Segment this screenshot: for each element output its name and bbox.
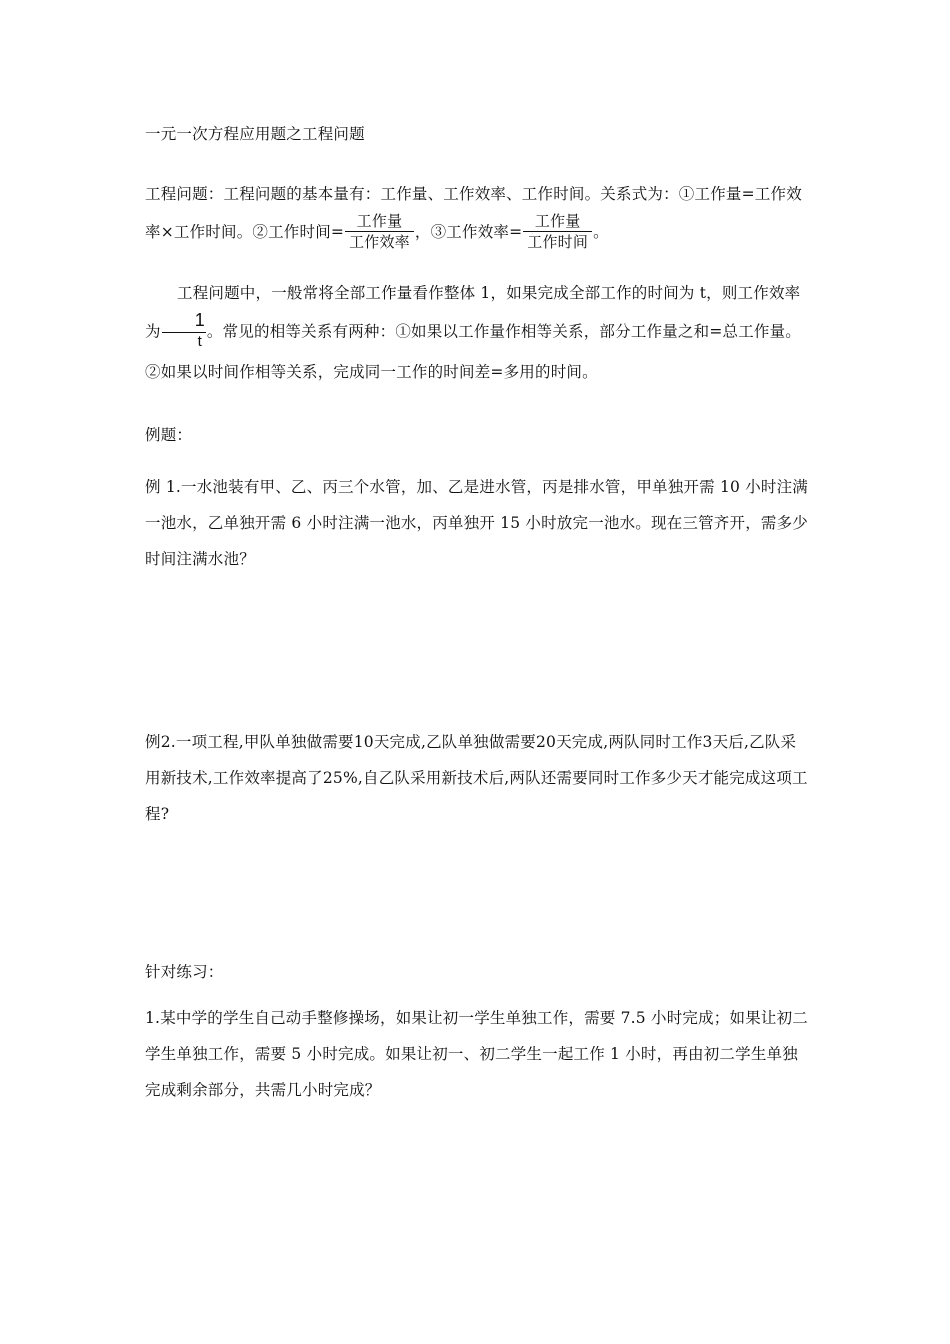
example-2: 例2.一项工程,甲队单独做需要10天完成,乙队单独做需要20天完成,两队同时工作3天后,乙队采用新技术,工作效率提高了25%,自乙队采用新技术后,两队还需要同时工作多少天才能完成这项工程? xyxy=(145,733,808,823)
fraction-denominator: 工作时间 xyxy=(527,232,589,251)
fraction-numerator: 工作量 xyxy=(523,212,592,232)
practice-heading: 针对练习： xyxy=(145,963,224,981)
concept-paragraph xyxy=(145,274,810,391)
fraction-denominator: 工作效率 xyxy=(349,232,410,251)
intro-text-1: 工程问题：工程问题的基本量有：工作量、工作效率、工作时间。关系式为：①工作量=工作效率×工作时间。②工作时间= xyxy=(145,185,802,241)
examples-heading: 例题： xyxy=(145,426,193,444)
example-1: 例 1.一水池装有甲、乙、丙三个水管，加、乙是进水管，丙是排水管，甲单独开需 10 小时注满一池水，乙单独开需 6 小时注满一池水，丙单独开 15 小时放完一池水。现在三管齐开，需多少时间注满水池？ xyxy=(145,478,808,568)
fraction-work-time xyxy=(345,212,414,251)
fraction-one-over-t xyxy=(162,310,206,351)
fraction-denominator: t xyxy=(197,332,202,350)
intro-paragraph xyxy=(145,175,810,253)
concept-text-2: 。常见的相等关系有两种：①如果以工作量作相等关系，部分工作量之和=总工作量。②如果以时间作相等关系，完成同一工作的时间差=多用的时间。 xyxy=(145,322,802,381)
concept-text-1: 工程问题中，一般常将全部工作量看作整体 1，如果完成全部工作的时间为 t，则工作效率为 xyxy=(145,284,801,341)
fraction-work-efficiency xyxy=(523,212,592,251)
intro-text-2: ，③工作效率= xyxy=(414,223,523,241)
practice-1: 1.某中学的学生自己动手整修操场，如果让初一学生单独工作，需要 7.5 小时完成；如果让初二学生单独工作，需要 5 小时完成。如果让初一、初二学生一起工作 1 小时，再由初二学生单独完成剩余部分，共需几小时完成？ xyxy=(145,1009,808,1099)
fraction-numerator: 1 xyxy=(162,310,206,333)
page-title: 一元一次方程应用题之工程问题 xyxy=(145,125,365,143)
intro-text-3: 。 xyxy=(593,223,609,241)
fraction-numerator: 工作量 xyxy=(345,212,414,232)
